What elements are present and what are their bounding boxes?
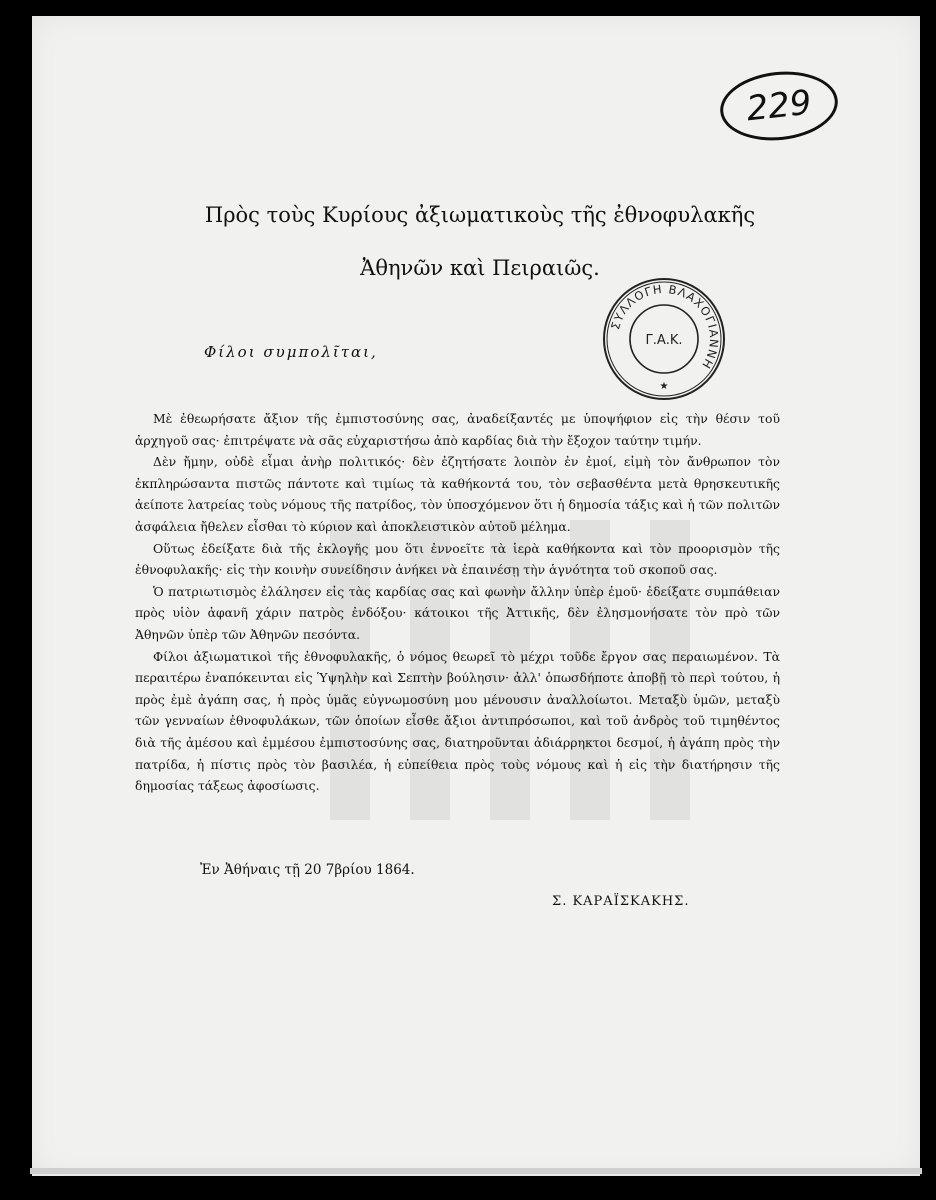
page-bottom-edge (30, 1168, 922, 1174)
collection-stamp (600, 275, 728, 403)
paragraph-5: Φίλοι ἀξιωματικοὶ τῆς ἐθνοφυλακῆς, ὁ νόμος θεωρεῖ τὸ μέχρι τοῦδε ἔργον σας περαιωμένον. Τὰ περαιτέρω ἐναπόκεινται εἰς Ὑψηλὴν καὶ Σεπτὴν βούλησιν· ἀλλ' ὁπωσδήποτε ἀποβῇ τὸ περὶ τούτου, ἡ πρὸς ἐμὲ ἀγάπη σας, ἡ πρὸς ὑμᾶς εὐγνωμοσύνη μου μένουσιν ἀναλλοίωτοι. Μεταξὺ ὑμῶν, μεταξὺ τῶν γενναίων ἐθνοφυλάκων, τῶν ὁποίων εἶσθε ἄξιοι ἀντιπρόσωποι, καὶ τοῦ ἀνδρὸς τοῦ τιμηθέντος διὰ τῆς ἀμέσου καὶ ἐμμέσου ἐμπιστοσύνης σας, διατηροῦνται ἀδιάρρηκτοι δεσμοί, ἡ ἀγάπη πρὸς τὴν πατρίδα, ἡ πίστις πρὸς τὸν βασιλέα, ἡ εὐπείθεια πρὸς τοὺς νόμους καὶ ἡ εἰς τὴν διατήρησιν τῆς δημοσίας τάξεως ἀφοσίωσις. (135, 648, 780, 794)
title-line-1: Πρὸς τοὺς Κυρίους ἀξιωματικοὺς τῆς ἐθνοφυλακῆς (204, 203, 756, 227)
stamp-outer-text: ΣΥΛΛΟΓΗ ΒΛΑΧΟΓΙΑΝΝΗ (608, 281, 722, 372)
dateline: Ἐν Ἀθήναις τῇ 20 7βρίου 1864. (200, 862, 415, 878)
salutation: Φίλοι συμπολῖται, (204, 343, 378, 361)
title-line-2: Ἀθηνῶν καὶ Πειραιῶς. (360, 256, 600, 280)
paragraph-1: Μὲ ἐθεωρήσατε ἄξιον τῆς ἐμπιστοσύνης σας, ἀναδείξαντές με ὑποψήφιον εἰς τὴν θέσιν τοῦ ἀρχηγοῦ σας· ἐπιτρέψατε νὰ σᾶς εὐχαριστήσω ἀπὸ καρδίας διὰ τὴν ἔξοχον ταύτην τιμήν. (135, 411, 780, 448)
letter-body (135, 408, 780, 797)
page-number: 229 (744, 82, 814, 130)
paragraph-2: Δὲν ἤμην, οὐδὲ εἶμαι ἀνὴρ πολιτικός· δὲν ἐζητήσατε λοιπὸν ἐν ἐμοί, εἰμὴ τὸν ἄνθρωπον τὸν ἐκπληρώσαντα πιστῶς πάντοτε καὶ τιμίως τὰ καθήκοντά του, τὸν σεβασθέντα μετὰ θρησκευτικῆς ἀείποτε λατρείας τοὺς νόμους τῆς πατρίδος, τὸν ὑποσχόμενον ὅτι ἡ δημοσία τάξις καὶ ἡ τῶν πολιτῶν ἀσφάλεια ἤθελεν εἶσθαι τὸ κύριον καὶ ἀποκλειστικὸν αὐτοῦ μέλημα. (135, 454, 780, 534)
signature: Σ. ΚΑΡΑΪΣΚΑΚΗΣ. (552, 894, 690, 909)
paragraph-4: Ὁ πατριωτισμὸς ἐλάλησεν εἰς τὰς καρδίας σας καὶ φωνὴν ἄλλην ὑπὲρ ἐμοῦ· ἐδείξατε συμπάθειαν πρὸς υἱὸν ἀφανῆ χάριν πατρὸς ἐνδόξου· κάτοικοι τῆς Ἀττικῆς, δὲν ἐλησμονήσατε τὸν πρὸ τῶν Ἀθηνῶν ὑπὲρ τῶν Ἀθηνῶν πεσόντα. (135, 583, 780, 642)
paragraph-3: Οὕτως ἐδείξατε διὰ τῆς ἐκλογῆς μου ὅτι ἐννοεῖτε τὰ ἱερὰ καθήκοντα καὶ τὸν προορισμὸν τῆς ἐθνοφυλακῆς· εἰς τὴν κοινὴν συνείδησιν ἀνήκει νὰ ἐπαινέσῃ τὴν ἁγνότητα τοῦ σκοποῦ σας. (135, 540, 780, 578)
stamp-inner-text: Γ.Α.Κ. (645, 333, 683, 348)
stamp-star-icon: ★ (659, 381, 669, 392)
